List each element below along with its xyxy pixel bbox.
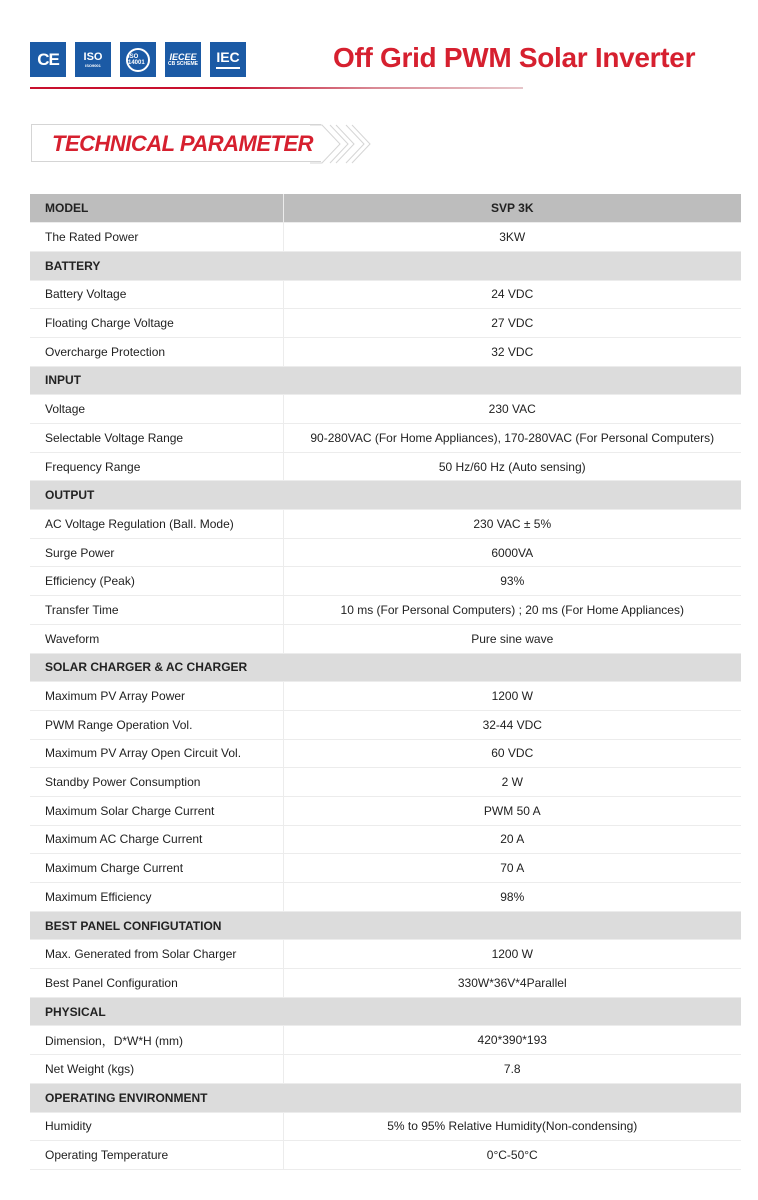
category-label: PHYSICAL [30,997,283,1026]
iso-sub-text: ISO9001 [85,62,101,68]
table-row [30,452,741,481]
spec-value: 70 A [283,854,741,883]
spec-value: 230 VAC [283,395,741,424]
table-row [30,940,741,969]
spec-value: 98% [283,883,741,912]
category-value [283,911,741,940]
spec-label: Maximum AC Charge Current [30,825,283,854]
spec-label: Overcharge Protection [30,337,283,366]
spec-value: 230 VAC ± 5% [283,510,741,539]
table-category-row [30,1083,741,1112]
table-row [30,854,741,883]
header-value: SVP 3K [283,194,741,223]
category-value [283,481,741,510]
table-row [30,223,741,252]
category-label: INPUT [30,366,283,395]
category-value [283,997,741,1026]
table-category-row [30,911,741,940]
spec-value: 3KW [283,223,741,252]
iso-14001-text: ISO 14001 [128,53,145,66]
spec-value: 93% [283,567,741,596]
spec-label: Max. Generated from Solar Charger [30,940,283,969]
spec-label: Surge Power [30,538,283,567]
spec-label: Dimension，D*W*H (mm) [30,1026,283,1055]
spec-value: 1200 W [283,940,741,969]
table-row [30,510,741,539]
table-row [30,596,741,625]
spec-value: 2 W [283,768,741,797]
table-row [30,969,741,998]
table-row [30,739,741,768]
cb-scheme-text: CB SCHEME [167,60,198,67]
spec-label: Selectable Voltage Range [30,424,283,453]
category-value [283,653,741,682]
spec-label: Maximum PV Array Power [30,682,283,711]
page-title: Off Grid PWM Solar Inverter [333,42,696,73]
chevron-arrows-icon [310,124,385,164]
spec-value: 1200 W [283,682,741,711]
table-row [30,825,741,854]
iecee-cb-scheme-icon [165,42,201,77]
iec-underline [216,67,240,69]
spec-value: 5% to 95% Relative Humidity(Non-condensing) [283,1112,741,1141]
table-row [30,796,741,825]
category-value [283,366,741,395]
category-label: SOLAR CHARGER & AC CHARGER [30,653,283,682]
iecee-text: IECEE [169,51,197,62]
header-divider [30,87,523,89]
spec-label: Maximum Solar Charge Current [30,796,283,825]
table-header-row [30,194,741,223]
spec-label: Standby Power Consumption [30,768,283,797]
spec-value: 24 VDC [283,280,741,309]
spec-label: Floating Charge Voltage [30,309,283,338]
spec-value: PWM 50 A [283,796,741,825]
table-row [30,624,741,653]
spec-value: 90-280VAC (For Home Appliances), 170-280VAC (For Personal Computers) [283,424,741,453]
spec-value: 0°C-50°C [283,1141,741,1170]
spec-value: Pure sine wave [283,624,741,653]
table-row [30,538,741,567]
category-label: BATTERY [30,251,283,280]
spec-value: 420*390*193 [283,1026,741,1055]
table-row [30,395,741,424]
spec-value: 7.8 [283,1055,741,1084]
table-category-row [30,997,741,1026]
table-category-row [30,366,741,395]
spec-value: 330W*36V*4Parallel [283,969,741,998]
spec-label: Humidity [30,1112,283,1141]
table-category-row [30,481,741,510]
iec-text: IEC [216,49,240,65]
spec-value: 27 VDC [283,309,741,338]
category-label: BEST PANEL CONFIGUTATION [30,911,283,940]
table-row [30,883,741,912]
spec-value: 20 A [283,825,741,854]
section-banner [31,124,321,162]
iso-14001-ring [126,48,150,72]
table-category-row [30,653,741,682]
spec-value: 50 Hz/60 Hz (Auto sensing) [283,452,741,481]
category-value [283,1083,741,1112]
table-row [30,710,741,739]
category-label: OUTPUT [30,481,283,510]
table-row [30,1141,741,1170]
table-row [30,424,741,453]
table-row [30,280,741,309]
spec-value: 6000VA [283,538,741,567]
ce-mark-text: CE [37,49,59,69]
iec-icon [210,42,246,77]
table-category-row [30,251,741,280]
spec-label: Frequency Range [30,452,283,481]
spec-label: Maximum PV Array Open Circuit Vol. [30,739,283,768]
category-value [283,251,741,280]
spec-label: Net Weight (kgs) [30,1055,283,1084]
table-row [30,768,741,797]
iso-14001-icon [120,42,156,77]
spec-label: Waveform [30,624,283,653]
header-label: MODEL [30,194,283,223]
spec-value: 10 ms (For Personal Computers) ; 20 ms (For Home Appliances) [283,596,741,625]
spec-label: Battery Voltage [30,280,283,309]
iso-text: ISO [83,50,103,63]
table-row [30,1055,741,1084]
table-row [30,682,741,711]
table-row [30,1112,741,1141]
spec-label: Maximum Efficiency [30,883,283,912]
spec-label: The Rated Power [30,223,283,252]
table-row [30,309,741,338]
section-title: TECHNICAL PARAMETER [52,131,314,156]
certification-logos [30,42,246,77]
page-header [0,0,758,100]
table-row [30,1026,741,1055]
table-row [30,337,741,366]
spec-label: Transfer Time [30,596,283,625]
spec-value: 32-44 VDC [283,710,741,739]
spec-label: Maximum Charge Current [30,854,283,883]
spec-value: 32 VDC [283,337,741,366]
spec-label: Voltage [30,395,283,424]
spec-label: PWM Range Operation Vol. [30,710,283,739]
iso-icon [75,42,111,77]
category-label: OPERATING ENVIRONMENT [30,1083,283,1112]
spec-label: Operating Temperature [30,1141,283,1170]
spec-label: Best Panel Configuration [30,969,283,998]
spec-value: 60 VDC [283,739,741,768]
spec-label: AC Voltage Regulation (Ball. Mode) [30,510,283,539]
spec-table [30,194,741,1170]
spec-label: Efficiency (Peak) [30,567,283,596]
table-row [30,567,741,596]
ce-mark-icon [30,42,66,77]
